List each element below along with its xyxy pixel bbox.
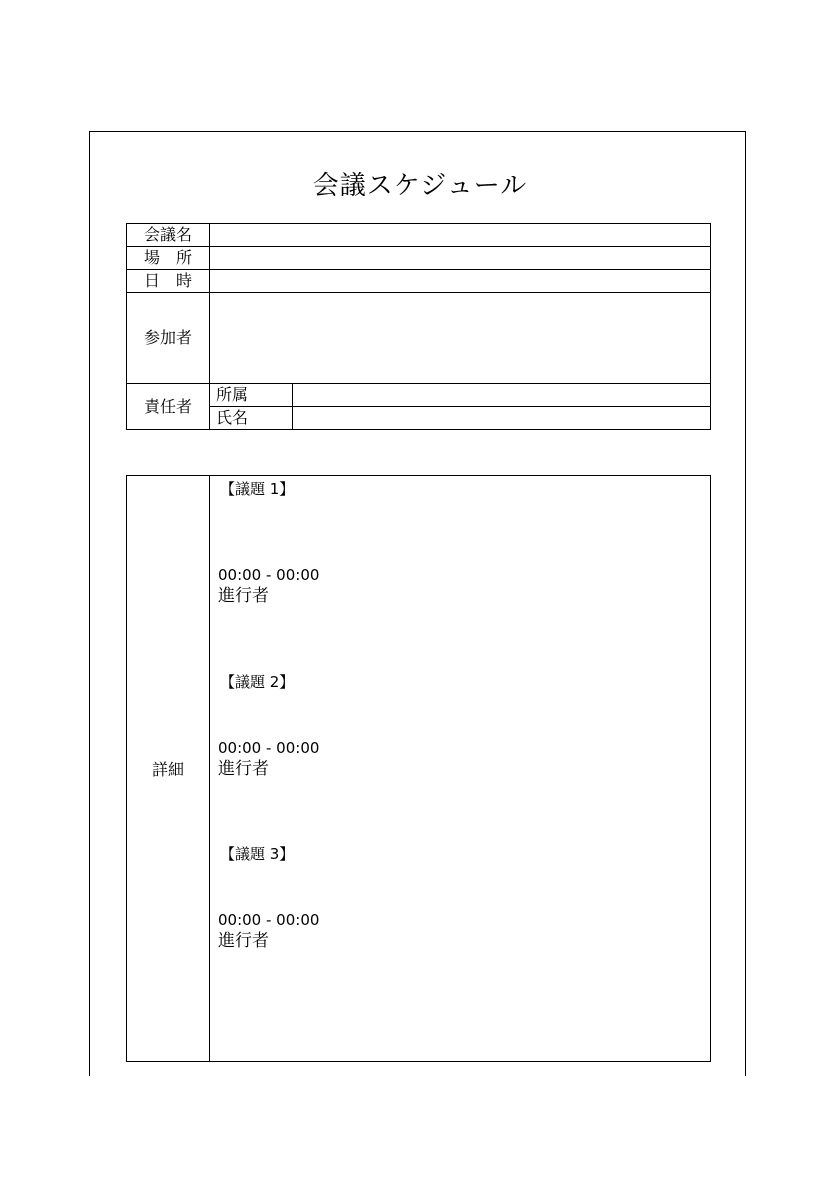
meeting-name-field[interactable] (210, 224, 711, 247)
detail-table (126, 475, 711, 1062)
name-label: 氏名 (210, 407, 293, 430)
place-field[interactable] (210, 247, 711, 270)
agenda-1-presenter-label: 進行者 (218, 586, 269, 606)
agenda-2-time: 00:00 - 00:00 (218, 739, 320, 757)
responsible-label: 責任者 (127, 384, 210, 430)
participants-label: 参加者 (127, 293, 210, 384)
affiliation-label: 所属 (210, 384, 293, 407)
agenda-2-presenter-label: 進行者 (218, 759, 269, 779)
detail-content[interactable] (210, 476, 711, 1062)
agenda-1-heading: 【議題 1】 (220, 480, 295, 498)
agenda-2-heading: 【議題 2】 (220, 673, 295, 691)
datetime-field[interactable] (210, 270, 711, 293)
agenda-1-time: 00:00 - 00:00 (218, 566, 320, 584)
detail-label: 詳細 (127, 476, 210, 1062)
place-label: 場 所 (127, 247, 210, 270)
name-field[interactable] (293, 407, 711, 430)
meeting-info-table (126, 223, 711, 430)
participants-field[interactable] (210, 293, 711, 384)
agenda-3-presenter-label: 進行者 (218, 931, 269, 951)
agenda-3-time: 00:00 - 00:00 (218, 911, 320, 929)
datetime-label: 日 時 (127, 270, 210, 293)
agenda-3-heading: 【議題 3】 (220, 845, 295, 863)
affiliation-field[interactable] (293, 384, 711, 407)
page-title: 会議スケジュール (312, 171, 528, 201)
meeting-name-label: 会議名 (127, 224, 210, 247)
